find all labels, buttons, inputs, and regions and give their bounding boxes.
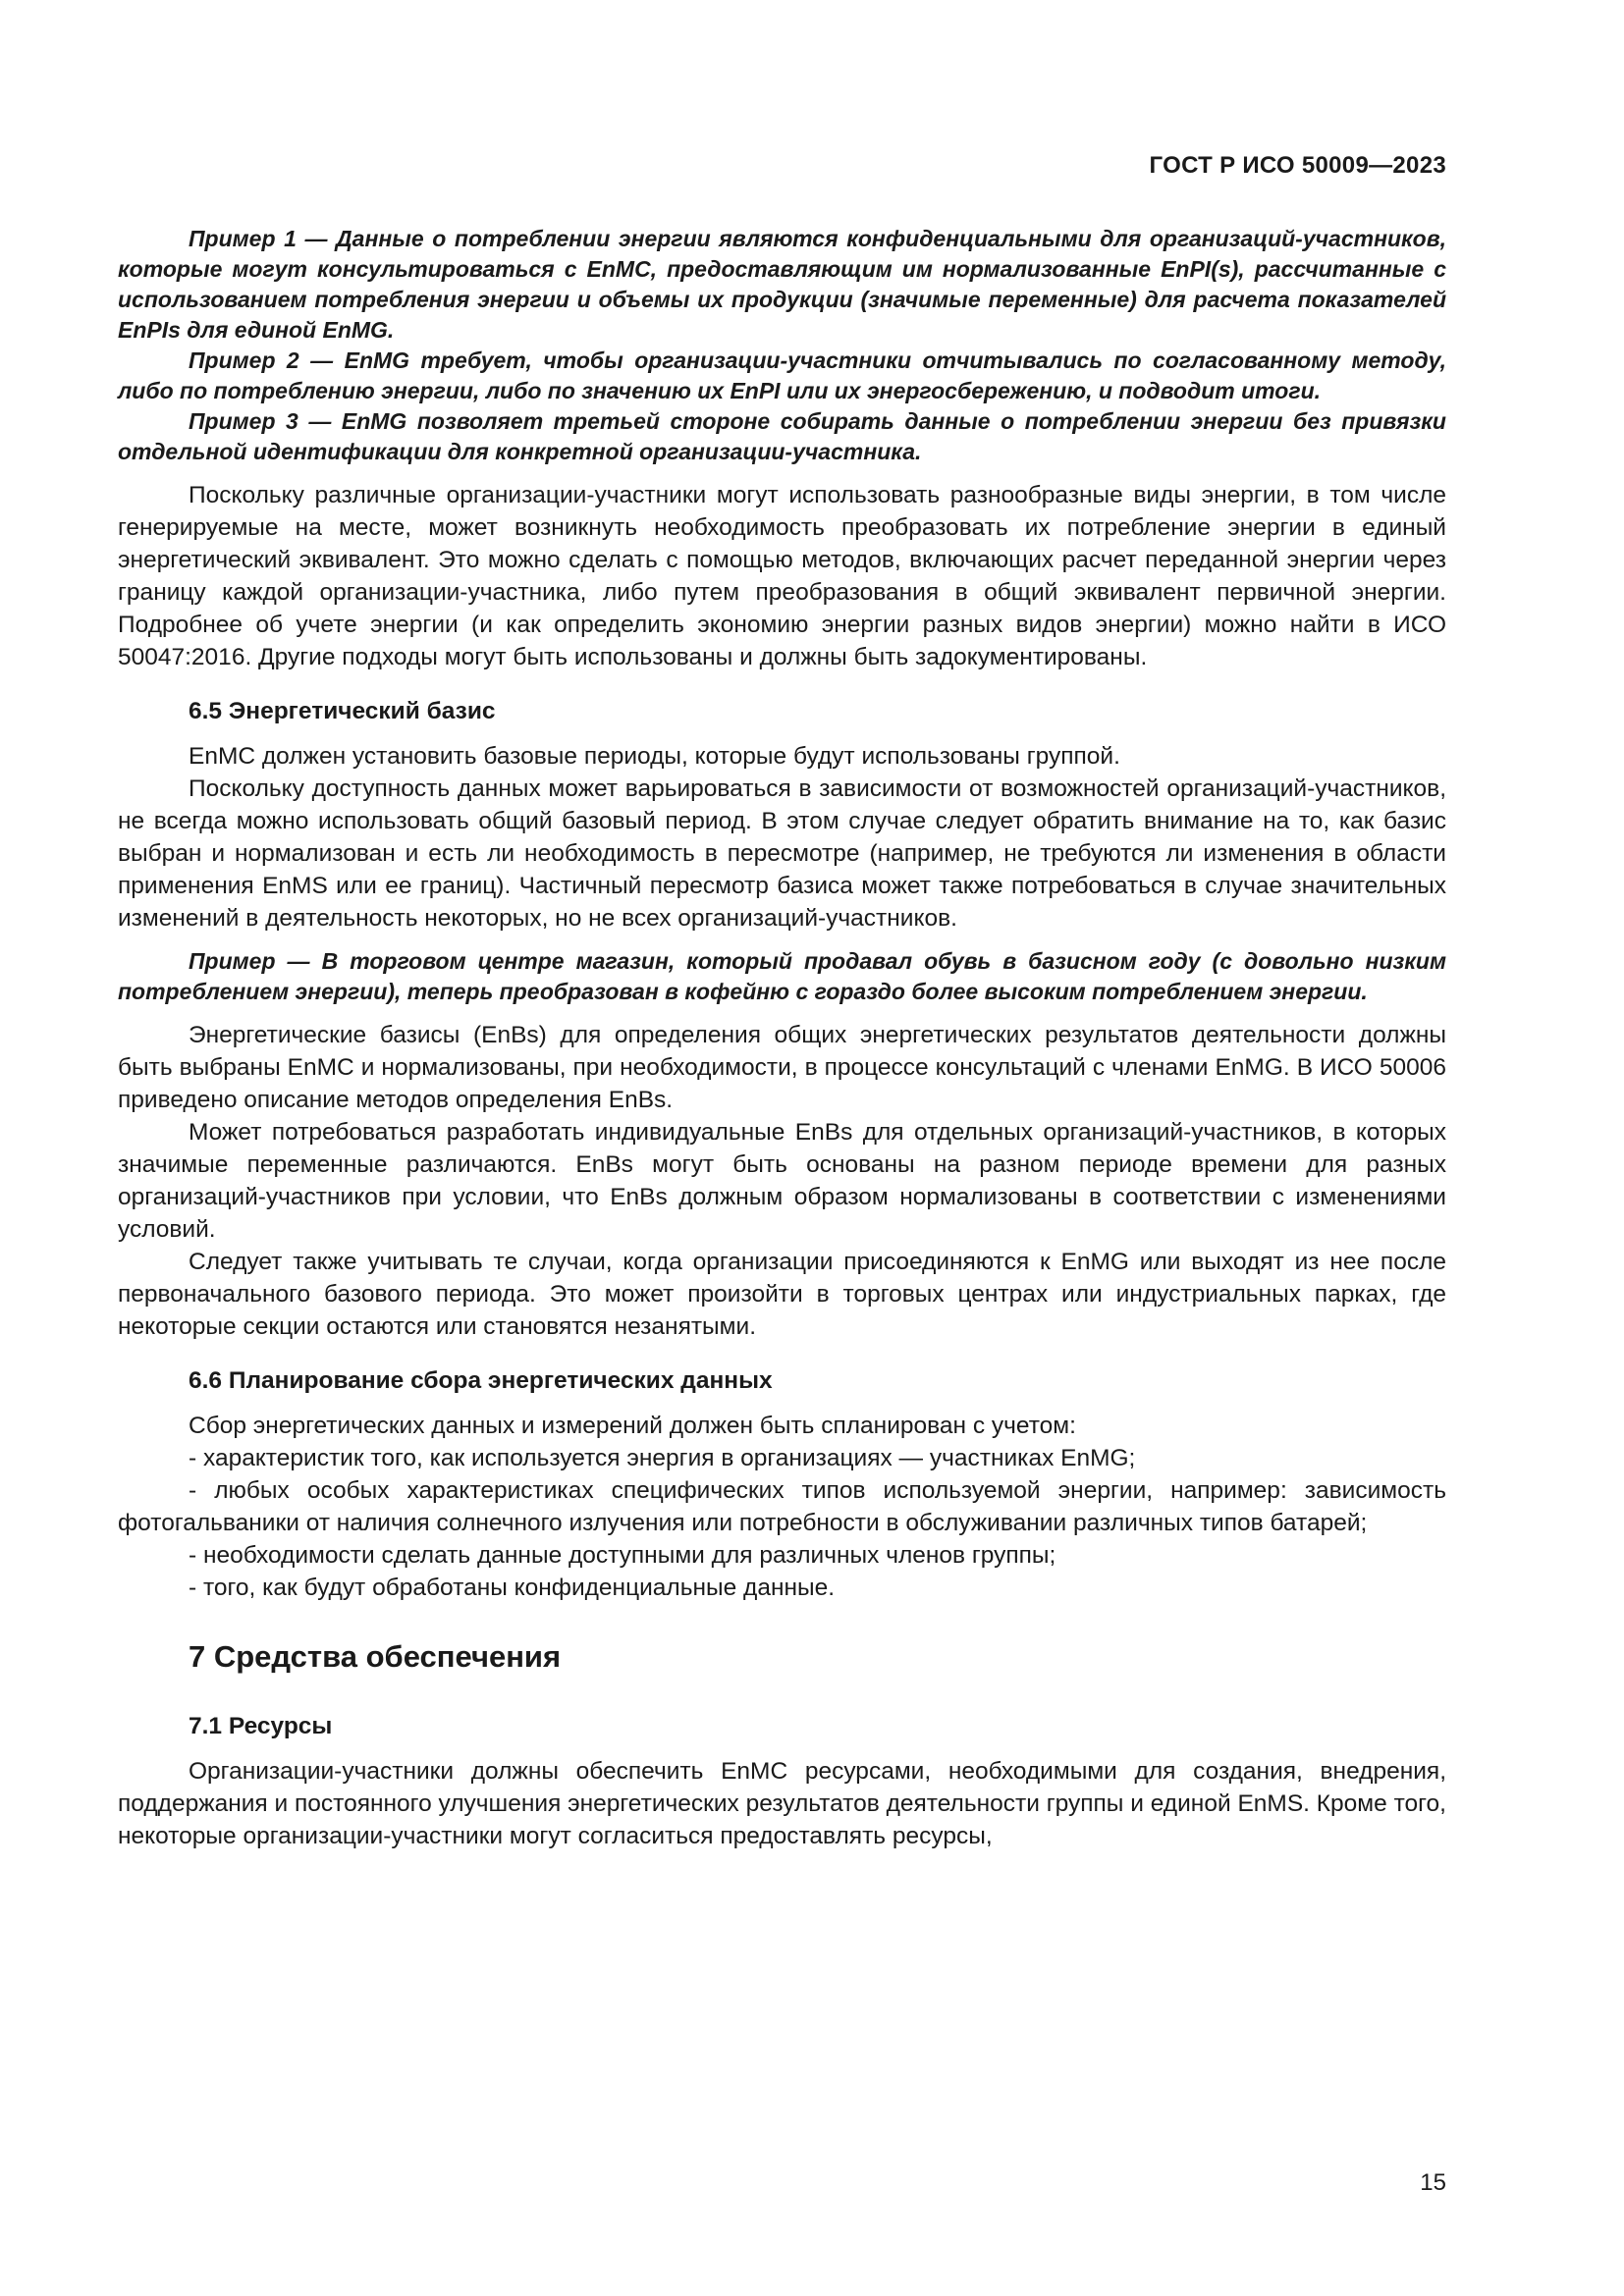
document-code-header: ГОСТ Р ИСО 50009—2023 (1149, 152, 1446, 179)
list-item: - необходимости сделать данные доступными для различных членов группы; (189, 1542, 1056, 1569)
list-item: - любых особых характеристиках специфических типов используемой энергии, например: зависимость фотогальваники от наличия солнечного излучения или потребности в обслуживании различных типов батарей; (118, 1477, 1446, 1536)
section-6-5-example: Пример — В торговом центре магазин, который продавал обувь в базисном году (с довольно низким потреблением энергии), теперь преобразован в кофейню с гораздо более высоким потреблением энергии. (118, 948, 1446, 1004)
section-6-5-paragraph: Следует также учитывать те случаи, когда организации присоединяются к EnMG или выходят из нее после первоначального базового периода. Это может произойти в торговых центрах или индустриальных парках, где некоторые секции остаются или становятся незанятыми. (118, 1249, 1446, 1340)
list-item: - того, как будут обработаны конфиденциальные данные. (189, 1575, 836, 1601)
section-6-6-intro: Сбор энергетических данных и измерений должен быть спланирован с учетом: (189, 1413, 1076, 1439)
section-6-5-paragraph: Поскольку доступность данных может варьироваться в зависимости от возможностей организаций-участников, не всегда можно использовать общий базовый период. В этом случае следует обратить внимание на то, как базис выбран и нормализован и есть ли необходимость в пересмотре (например, не требуются ли изменения в области применения EnMS или ее границ). Частичный пересмотр базиса может также потребоваться в случае значительных изменений в деятельность некоторых, но не всех организаций-участников. (118, 775, 1446, 932)
section-6-5-paragraph: Может потребоваться разработать индивидуальные EnBs для отдельных организаций-участников, в которых значимые переменные различаются. EnBs могут быть основаны на разном периоде времени для разных организаций-участников при условии, что EnBs должным образом нормализованы в соответствии с изменениями условий. (118, 1119, 1446, 1243)
list-item: - характеристик того, как используется энергия в организациях — участниках EnMG; (189, 1445, 1136, 1471)
example-1: Пример 1 — Данные о потреблении энергии являются конфиденциальными для организаций-участников, которые могут консультироваться с EnMC, предоставляющим им нормализованные EnPI(s), рассчитанные с использованием потребления энергии и объемы их продукции (значимые переменные) для расчета показателей EnPIs для единой EnMG. (118, 226, 1446, 343)
page-content (118, 224, 1446, 1852)
example-2: Пример 2 — EnMG требует, чтобы организации-участники отчитывались по согласованному методу, либо по потреблению энергии, либо по значению их EnPI или их энергосбережению, и подводит итоги. (118, 347, 1446, 403)
section-6-6-heading: 6.6 Планирование сбора энергетических данных (189, 1367, 773, 1394)
section-7-1-heading: 7.1 Ресурсы (189, 1713, 333, 1739)
section-6-5-heading: 6.5 Энергетический базис (189, 698, 496, 724)
page-number: 15 (1420, 2169, 1446, 2196)
section-6-5-paragraph: Энергетические базисы (EnBs) для определения общих энергетических результатов деятельности должны быть выбраны EnMC и нормализованы, при необходимости, в процессе консультаций с членами EnMG. В ИСО 50006 приведено описание методов определения EnBs. (118, 1022, 1446, 1113)
section-6-5-paragraph: EnMC должен установить базовые периоды, которые будут использованы группой. (189, 743, 1120, 770)
section-7-heading: 7 Средства обеспечения (189, 1639, 562, 1674)
paragraph-energy-types: Поскольку различные организации-участники могут использовать разнообразные виды энергии, в том числе генерируемые на месте, может возникнуть необходимость преобразовать их потребление энергии в единый энергетический эквивалент. Это можно сделать с помощью методов, включающих расчет переданной энергии через границу каждой организации-участника, либо путем преобразования в общий эквивалент первичной энергии. Подробнее об учете энергии (и как определить экономию энергии разных видов энергии) можно найти в ИСО 50047:2016. Другие подходы могут быть использованы и должны быть задокументированы. (118, 482, 1446, 670)
section-7-1-paragraph: Организации-участники должны обеспечить EnMC ресурсами, необходимыми для создания, внедрения, поддержания и постоянного улучшения энергетических результатов деятельности группы и единой EnMS. Кроме того, некоторые организации-участники могут согласиться предоставлять ресурсы, (118, 1758, 1446, 1849)
document-page (118, 0, 1446, 2296)
example-3: Пример 3 — EnMG позволяет третьей стороне собирать данные о потреблении энергии без привязки отдельной идентификации для конкретной организации-участника. (118, 408, 1446, 464)
